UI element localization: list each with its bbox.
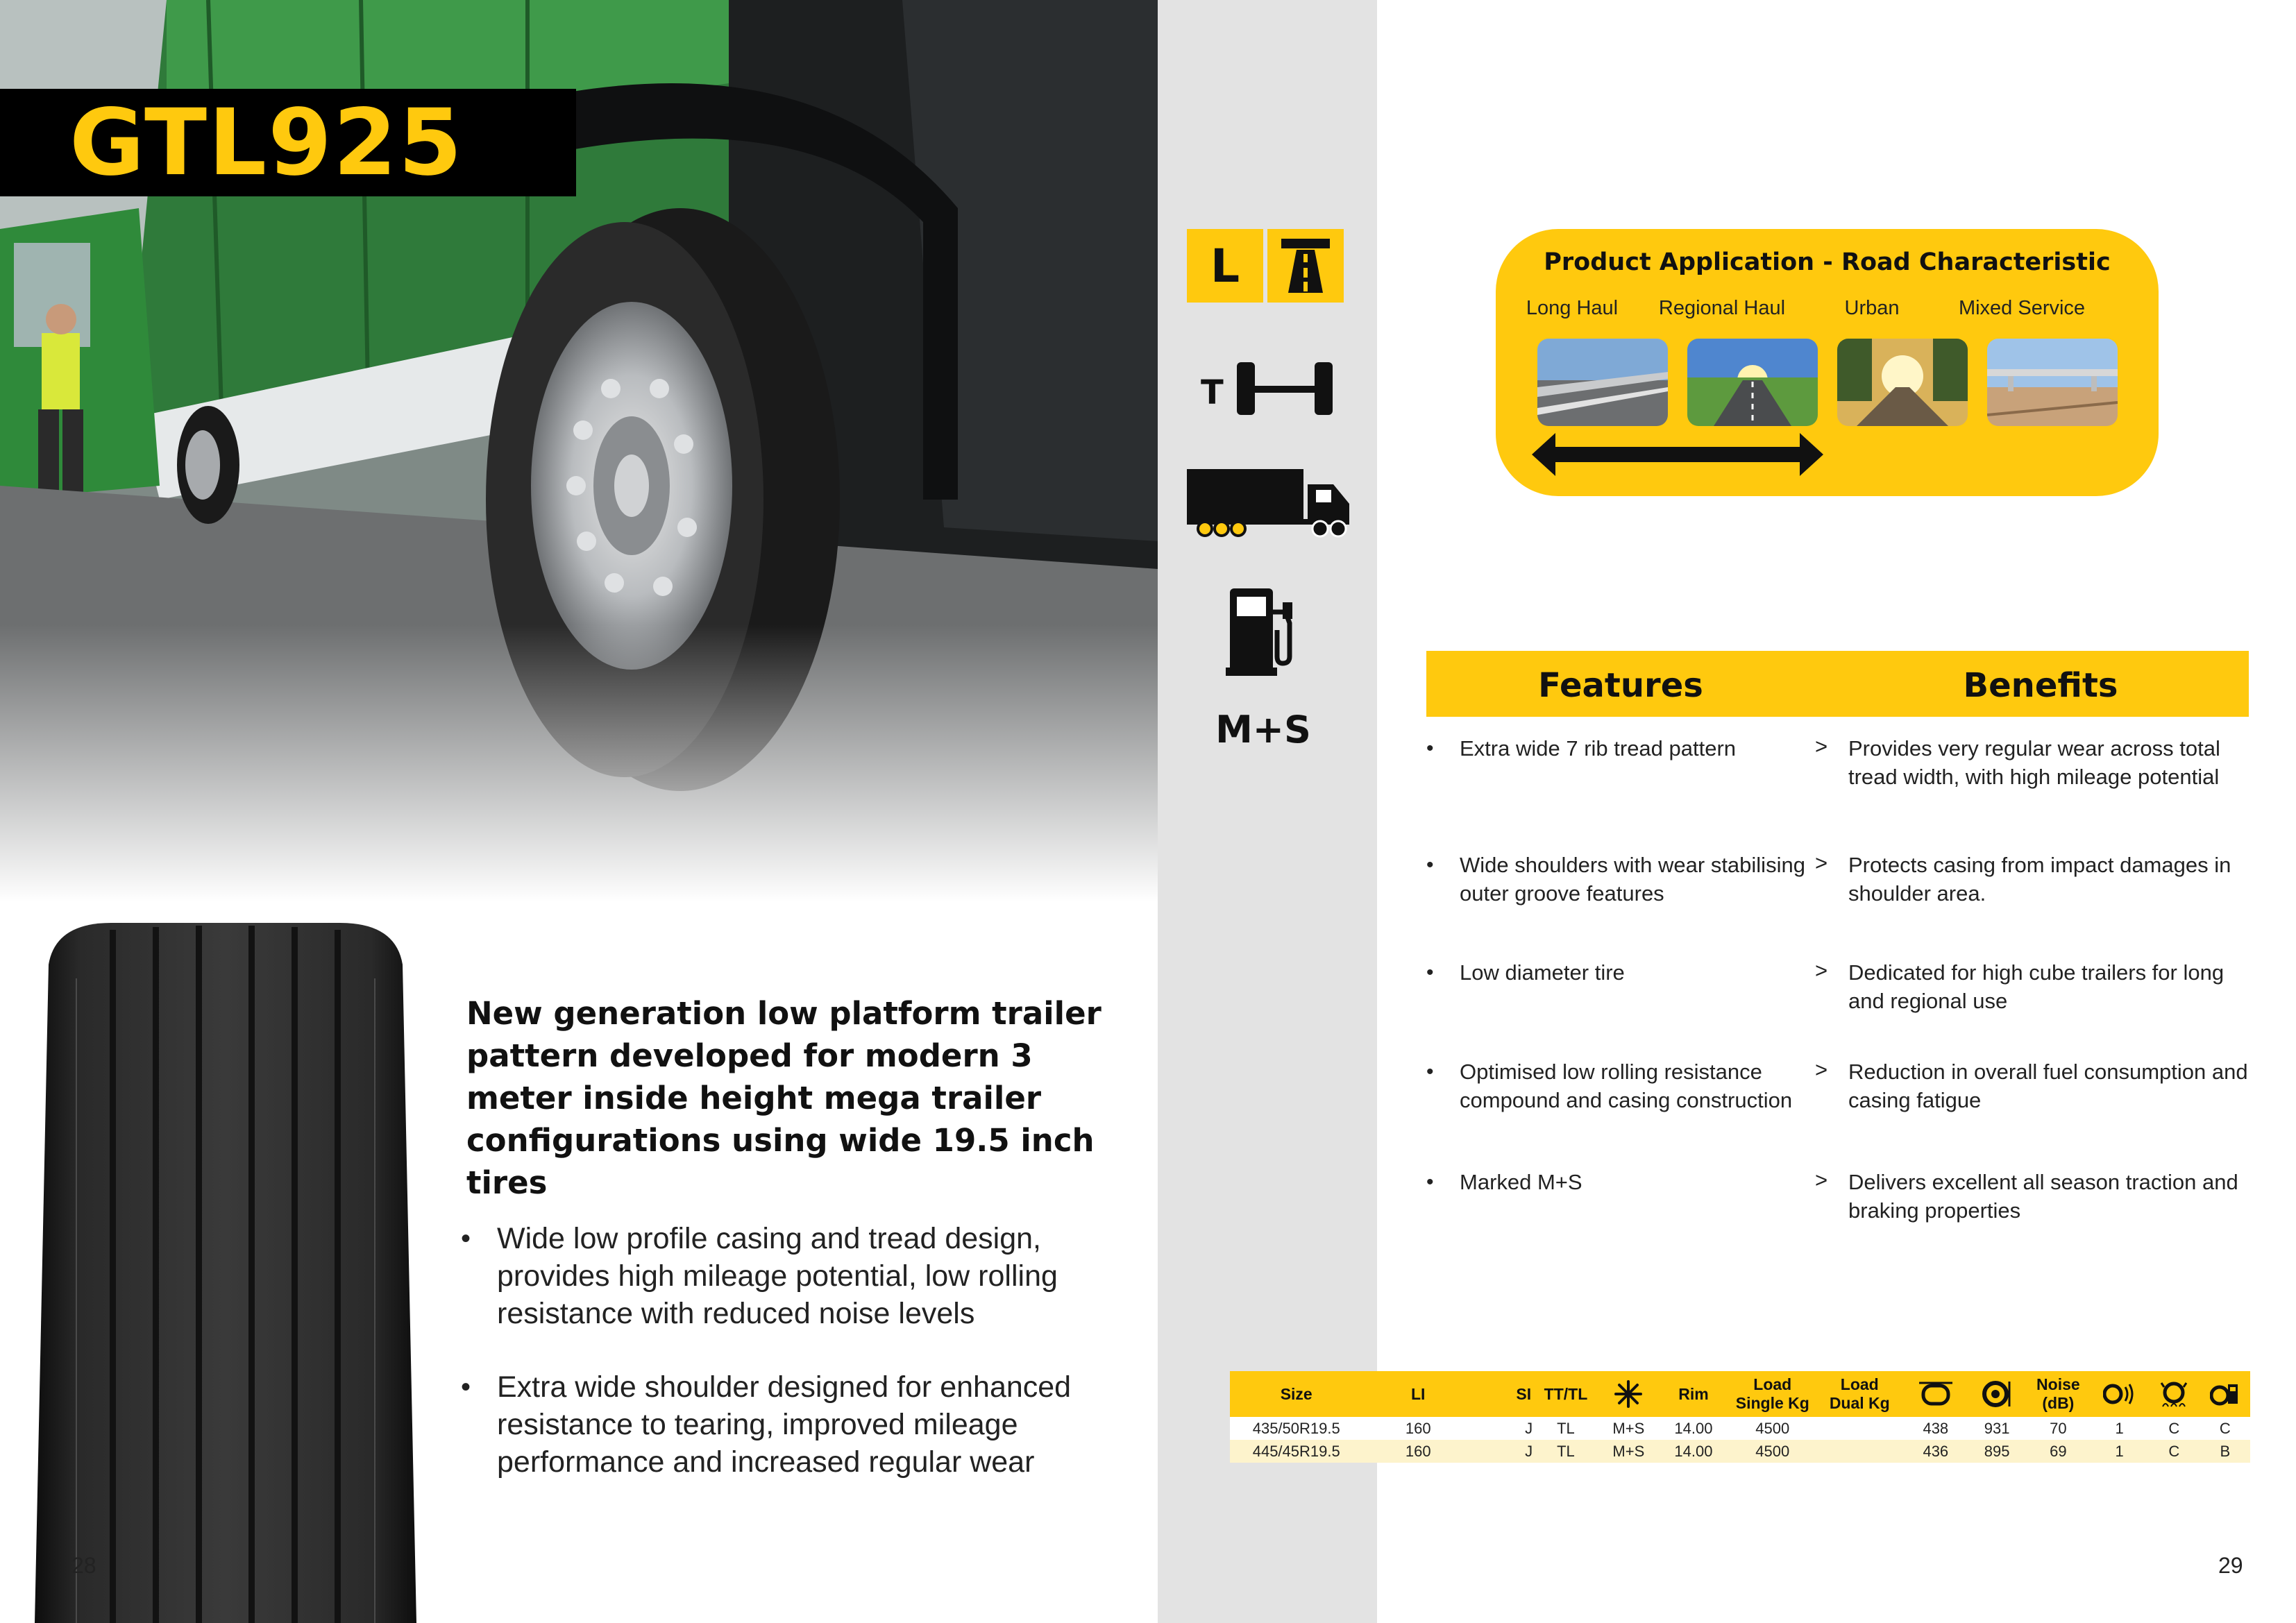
table-header-row [1230, 1371, 2250, 1417]
header-load-single-line1: Load [1753, 1375, 1792, 1393]
mixed-service-photo [1987, 339, 2118, 426]
product-bullet-list [458, 1220, 1097, 1517]
product-title-bar [0, 89, 576, 196]
cell-wet-grip: C [2148, 1440, 2200, 1463]
bullet-dot: • [461, 1223, 471, 1254]
benefit-text: Provides very regular wear across total tread width, with high mileage potential [1848, 736, 2220, 789]
fuel-efficiency-icon [2200, 1371, 2250, 1417]
benefit-text: Protects casing from impact damages in shoulder area. [1848, 853, 2231, 906]
features-benefits-header [1426, 651, 2249, 717]
header-noise-line1: Noise [2036, 1375, 2080, 1393]
cell-load-dual [1816, 1440, 1904, 1463]
cell-si: J [1474, 1440, 1533, 1463]
cell-rim: 14.00 [1658, 1417, 1729, 1440]
header-load-dual-line2: Dual Kg [1829, 1394, 1890, 1412]
cell-noise: 69 [2026, 1440, 2091, 1463]
benefit-text: Delivers excellent all season traction and braking properties [1848, 1170, 2238, 1223]
header-tttl: TT/TL [1533, 1371, 1599, 1417]
bullet-dot: • [1426, 1060, 1434, 1083]
road-label-long-haul: Long Haul [1526, 297, 1619, 319]
feature-text: Wide shoulders with wear stabilising outer groove features [1460, 853, 1805, 906]
benefit-text: Dedicated for high cube trailers for long and regional use [1848, 960, 2225, 1013]
cell-size: 435/50R19.5 [1230, 1417, 1362, 1440]
tire-tread-photo [28, 923, 423, 1623]
features-title: Features [1538, 666, 1703, 705]
header-li: LI [1362, 1371, 1474, 1417]
cell-width: 436 [1903, 1440, 1968, 1463]
road-label-urban: Urban [1844, 297, 1900, 319]
header-load-dual-line1: Load [1840, 1375, 1879, 1393]
regional-haul-photo [1687, 339, 1818, 426]
fuel-pump-icon [1223, 581, 1299, 679]
highway-icon [1267, 229, 1344, 303]
road-label-mixed-service: Mixed Service [1958, 297, 2086, 319]
product-application-panel [1496, 229, 2159, 496]
wet-grip-icon [2148, 1371, 2200, 1417]
cell-width: 438 [1903, 1417, 1968, 1440]
product-title: GTL925 [69, 89, 464, 196]
truck-trailer-icon [1184, 465, 1354, 541]
header-load-single [1729, 1371, 1816, 1417]
header-noise-line2: (dB) [2042, 1394, 2075, 1412]
arrow-glyph: > [1815, 734, 1828, 758]
bullet-dot: • [1426, 853, 1434, 876]
benefits-title: Benefits [1963, 666, 2118, 705]
page-number-left: 28 [71, 1553, 96, 1578]
header-si: SI [1474, 1371, 1533, 1417]
bullet-dot: • [1426, 1171, 1434, 1193]
long-haul-badge: L [1187, 229, 1263, 303]
bullet-dot: • [1426, 961, 1434, 984]
overall-diameter-icon [1968, 1371, 2026, 1417]
cell-li: 160 [1362, 1440, 1474, 1463]
section-width-icon [1903, 1371, 1968, 1417]
arrow-glyph: > [1815, 851, 1828, 875]
list-item [458, 1220, 1097, 1332]
cell-rolling-resistance: B [2200, 1440, 2250, 1463]
application-title: Product Application - Road Characteristic [1544, 248, 2111, 276]
cell-load-dual [1816, 1417, 1904, 1440]
cell-diameter: 931 [1968, 1417, 2026, 1440]
header-load-dual [1816, 1371, 1904, 1417]
urban-photo [1837, 339, 1968, 426]
mud-snow-label: M+S [1215, 708, 1311, 751]
cell-winter: M+S [1599, 1417, 1658, 1440]
product-headline: New generation low platform trailer pattern developed for modern 3 meter inside height mega trailer configurations using wide 19.5 inch tires [466, 995, 1101, 1201]
page-number-right: 29 [2218, 1553, 2243, 1578]
cell-li: 160 [1362, 1417, 1474, 1440]
noise-class-icon [2091, 1371, 2148, 1417]
cell-tttl: TL [1533, 1417, 1599, 1440]
bullet-dot: • [1426, 737, 1434, 760]
bullet-text: Wide low profile casing and tread design, provides high mileage potential, low rolling resistance with reduced noise levels [497, 1222, 1058, 1330]
cell-load-single: 4500 [1729, 1440, 1816, 1463]
cell-rolling-resistance: C [2200, 1417, 2250, 1440]
cell-wet-grip: C [2148, 1417, 2200, 1440]
cell-rim: 14.00 [1658, 1440, 1729, 1463]
arrow-glyph: > [1815, 1057, 1828, 1082]
table-row [1230, 1417, 2250, 1440]
trailer-axle-icon [1194, 354, 1347, 423]
feature-text: Marked M+S [1460, 1170, 1582, 1194]
bullet-text: Extra wide shoulder designed for enhanced resistance to tearing, improved mileage performance and increased regular wear [497, 1370, 1072, 1479]
header-noise [2026, 1371, 2091, 1417]
feature-text: Low diameter tire [1460, 960, 1625, 985]
long-haul-photo [1537, 339, 1668, 426]
cell-si: J [1474, 1417, 1533, 1440]
bullet-dot: • [461, 1372, 471, 1402]
feature-text: Extra wide 7 rib tread pattern [1460, 736, 1737, 760]
arrow-glyph: > [1815, 958, 1828, 983]
arrow-glyph: > [1815, 1168, 1828, 1192]
feature-text: Optimised low rolling resistance compound and casing construction [1460, 1060, 1793, 1112]
cell-noise-class: 1 [2091, 1417, 2148, 1440]
header-load-single-line2: Single Kg [1735, 1394, 1809, 1412]
snowflake-icon [1599, 1371, 1658, 1417]
cell-tttl: TL [1533, 1440, 1599, 1463]
axle-label: T [1201, 373, 1224, 412]
spec-table [1230, 1371, 2250, 1463]
double-arrow-icon [1532, 430, 1823, 479]
header-rim: Rim [1658, 1371, 1729, 1417]
cell-noise: 70 [2026, 1417, 2091, 1440]
cell-load-single: 4500 [1729, 1417, 1816, 1440]
cell-diameter: 895 [1968, 1440, 2026, 1463]
cell-noise-class: 1 [2091, 1440, 2148, 1463]
benefit-text: Reduction in overall fuel consumption and casing fatigue [1848, 1060, 2248, 1112]
header-size: Size [1230, 1371, 1362, 1417]
cell-size: 445/45R19.5 [1230, 1440, 1362, 1463]
list-item [458, 1368, 1097, 1481]
table-row [1230, 1440, 2250, 1463]
road-label-regional-haul: Regional Haul [1658, 297, 1786, 319]
cell-winter: M+S [1599, 1440, 1658, 1463]
